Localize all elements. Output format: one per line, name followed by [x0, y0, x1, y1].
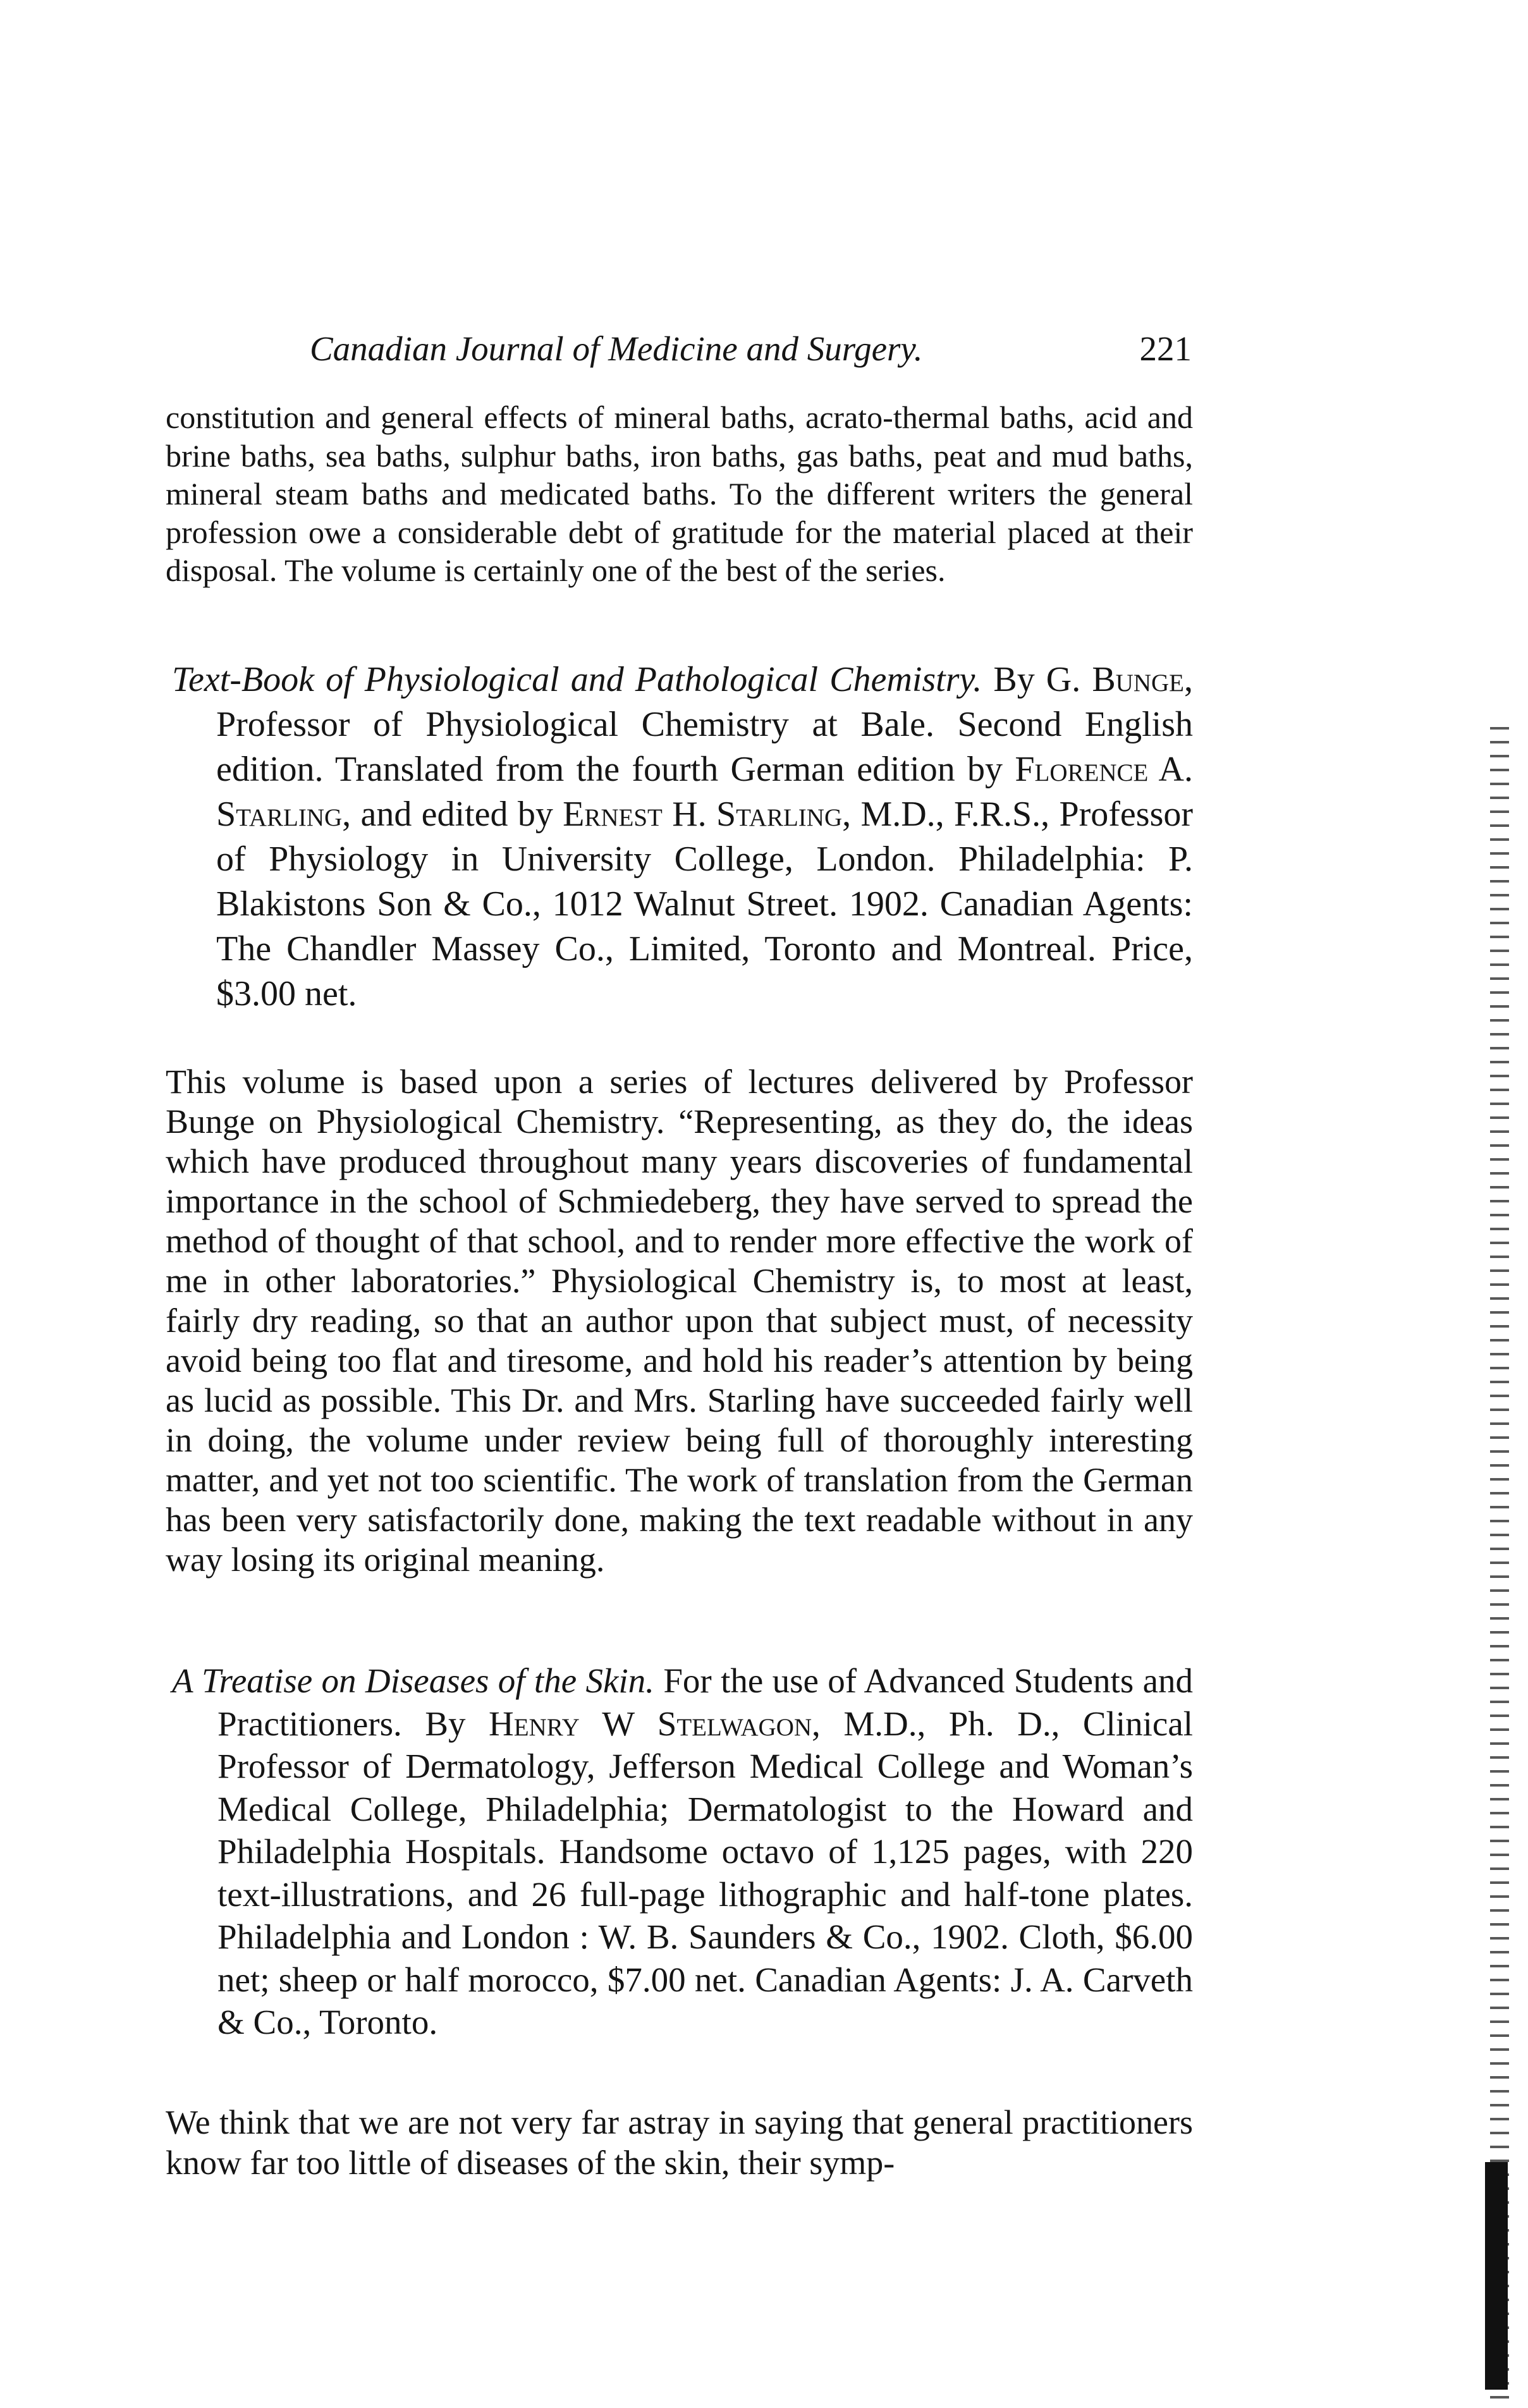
paragraph-mineral-baths: constitution and general effects of mineral baths, acrato-thermal baths, acid and brine baths, sea baths, sulphur baths, iron baths, gas baths, peat and mud baths, mineral steam baths and medicated baths. To the different writers the general profession owe a considerable debt of gratitude for the material placed at their disposal. The volume is certainly one of the best of the series.: [166, 400, 1193, 588]
author-name: Henry W Stelwagon: [489, 1704, 812, 1743]
book-title: A Treatise on Diseases of the Skin.: [172, 1661, 654, 1700]
review-physiological-chemistry: This volume is based upon a series of lectures delivered by Professor Bunge on Physiological Chemistry. “Representing, as they do, the ideas which have produced throughout many years discoveries of fundamental importance in the school of Schmiedeberg, they have served to spread the method of thought of that school, and to render more effective the work of me in other laboratories.” Physiological Chemistry is, to most at least, fairly dry reading, so that an author upon that subject must, of necessity avoid being too flat and tiresome, and hold his reader’s attention by being as lucid as possible. This Dr. and Mrs. Starling have succeeded fairly well in doing, the volume under review being full of thoroughly interesting matter, and yet not too scientific. The work of translation from the German has been very satisfactorily done, making the text readable without in any way losing its original meaning.: [166, 1063, 1193, 1579]
edited-by-text: , and edited by: [342, 795, 553, 834]
author-description: , Professor of Physiological Chemistry at Bale. Second English edition. Translated from the fourth German edition by: [216, 660, 1193, 789]
book-title: Text-Book of Physiological and Pathological Chemistry.: [172, 660, 982, 699]
scan-edge-bar: [1485, 2162, 1508, 2390]
scan-edge-marks: [1490, 727, 1509, 2402]
book-entry-diseases-of-skin: [172, 1659, 1193, 2044]
publication-details: , M.D., F.R.S., Professor of Physiology in University College, London. Philadelphia: P. Blakistons Son & Co., 1012 Walnut Street. 1902. Canadian Agents: The Chandler Massey Co., Limited, Toronto and Montreal. Price, $3.00 net.: [216, 795, 1194, 1013]
publication-details: , M.D., Ph. D., Clinical Professor of Dermatology, Jefferson Medical College and Woman’s Medical College, Philadelphia; Dermatologist to the Howard and Philadelphia Hospitals. Handsome octavo of 1,125 pages, with 220 text-illustrations, and 26 full-page lithographic and half-tone plates. Philadelphia and London : W. B. Saunders & Co., 1902. Cloth, $6.00 net; sheep or half morocco, $7.00 net. Canadian Agents: J. A. Carveth & Co., Toronto.: [217, 1704, 1194, 2041]
author-name: Bunge: [1092, 660, 1184, 699]
editor-name: Ernest H. Starling: [563, 795, 843, 834]
running-header: [310, 329, 1192, 373]
journal-title: Canadian Journal of Medicine and Surgery.: [310, 329, 923, 368]
translator-name: Florence A. Starling: [216, 750, 1194, 834]
page-number: 221: [1139, 329, 1192, 368]
book-description: For the use of Advanced Students and Practitioners. By: [217, 1661, 1194, 1743]
book-entry-physiological-chemistry: [172, 657, 1193, 1017]
review-diseases-of-skin-start: We think that we are not very far astray in saying that general practitioners know far too little of diseases of the skin, their symp-: [166, 2103, 1193, 2182]
by-text: By G.: [993, 660, 1081, 699]
